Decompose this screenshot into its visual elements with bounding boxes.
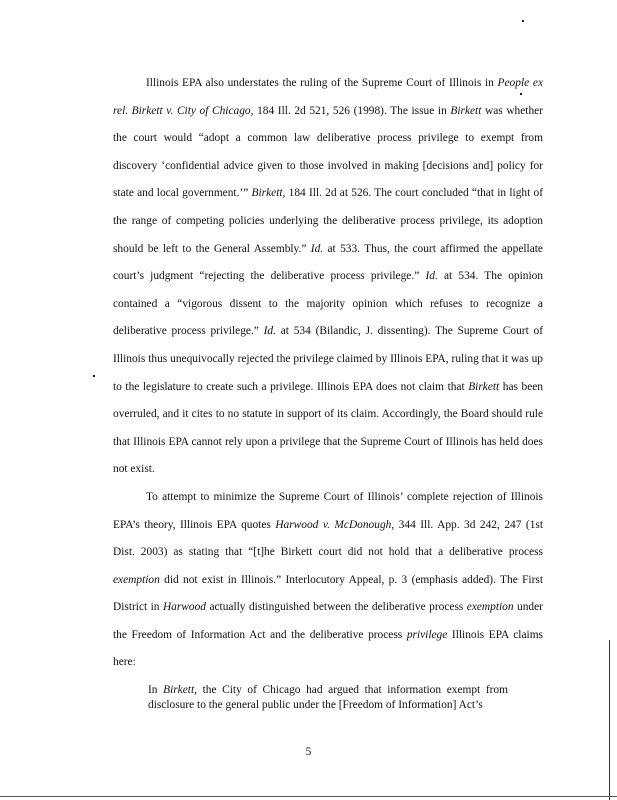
scan-edge-line: [0, 796, 617, 797]
text-run: did not exist in Illinois.” Interlocutory Appeal, p. 3 (emphasis added). The First District in: [113, 573, 543, 614]
text-run: Illinois EPA claims here:: [113, 628, 543, 669]
text-run: actually distinguished between the deliberative process: [205, 601, 467, 614]
text-run: at 534. The opinion contained a “vigorous dissent to the majority opinion which refuses to recognize a deliberative process privilege.”: [113, 270, 543, 338]
scan-edge-line: [609, 640, 610, 800]
text-run: , 184 Ill. 2d 521, 526 (1998). The issue in: [250, 104, 451, 117]
text-run: , 184 Ill. 2d at 526. The court concluded “that in light of the range of competing policies underlying the deliberative process privilege, its adoption should be left to the General Assembly.”: [113, 187, 543, 255]
case-citation: Harwood v. McDonough: [275, 518, 392, 531]
text-run: at 533. Thus, the court affirmed the appellate court’s judgment “rejecting the deliberative process privilege.”: [113, 242, 543, 283]
case-citation: Harwood: [162, 601, 206, 614]
case-citation: People ex rel. Birkett v. City of Chicago: [113, 77, 543, 117]
paragraph-birkett: [113, 70, 543, 484]
text-run: under the Freedom of Information Act and the deliberative process: [113, 601, 543, 641]
id-citation: Id.: [425, 270, 438, 283]
id-citation: Id.: [263, 325, 276, 338]
scan-speck: [93, 375, 95, 377]
emphasis: exemption: [466, 601, 514, 614]
case-citation: Birkett: [251, 187, 283, 200]
id-citation: Id.: [310, 242, 324, 255]
block-quote-text: [148, 683, 508, 712]
emphasis: exemption: [113, 573, 160, 586]
text-run: In: [148, 684, 164, 696]
block-quote: [148, 683, 508, 712]
emphasis: privilege: [406, 628, 448, 641]
scan-speck: [522, 20, 524, 22]
text-run: , 344 Ill. App. 3d 242, 247 (1st Dist. 2003) as stating that “[t]he Birkett court did not hold that a deliberative process: [113, 518, 544, 559]
case-citation: Birkett: [163, 684, 195, 696]
text-run: was whether the court would “adopt a common law deliberative process privilege to exempt from discovery ‘confidential advice given to those involved in making [decisions and] policy for state and local government.’”: [113, 104, 544, 200]
body-text: [113, 70, 543, 677]
text-run: To attempt to minimize the Supreme Court of Illinois’ complete rejection of Illinois EPA’s theory, Illinois EPA quotes: [113, 490, 543, 531]
paragraph-harwood: [113, 484, 543, 677]
text-run: Illinois EPA also understates the ruling of the Supreme Court of Illinois in: [146, 77, 498, 89]
text-run: at 534 (Bilandic, J. dissenting). The Supreme Court of Illinois thus unequivocally rejected the privilege claimed by Illinois EPA, ruling that it was up to the legislature to create such a privilege. Illinois EPA does not claim that: [113, 325, 543, 393]
text-run: , the City of Chicago had argued that information exempt from disclosure to the general public under the [Freedom of Information] Act’s: [148, 684, 508, 711]
case-citation: Birkett: [468, 380, 500, 393]
page-number: 5: [305, 746, 312, 758]
case-citation: Birkett: [450, 104, 482, 117]
text-run: has been overruled, and it cites to no statute in support of its claim. Accordingly, the Board should rule that Illinois EPA cannot rely upon a privilege that the Supreme Court of Illinois has held does not exist.: [113, 380, 543, 476]
